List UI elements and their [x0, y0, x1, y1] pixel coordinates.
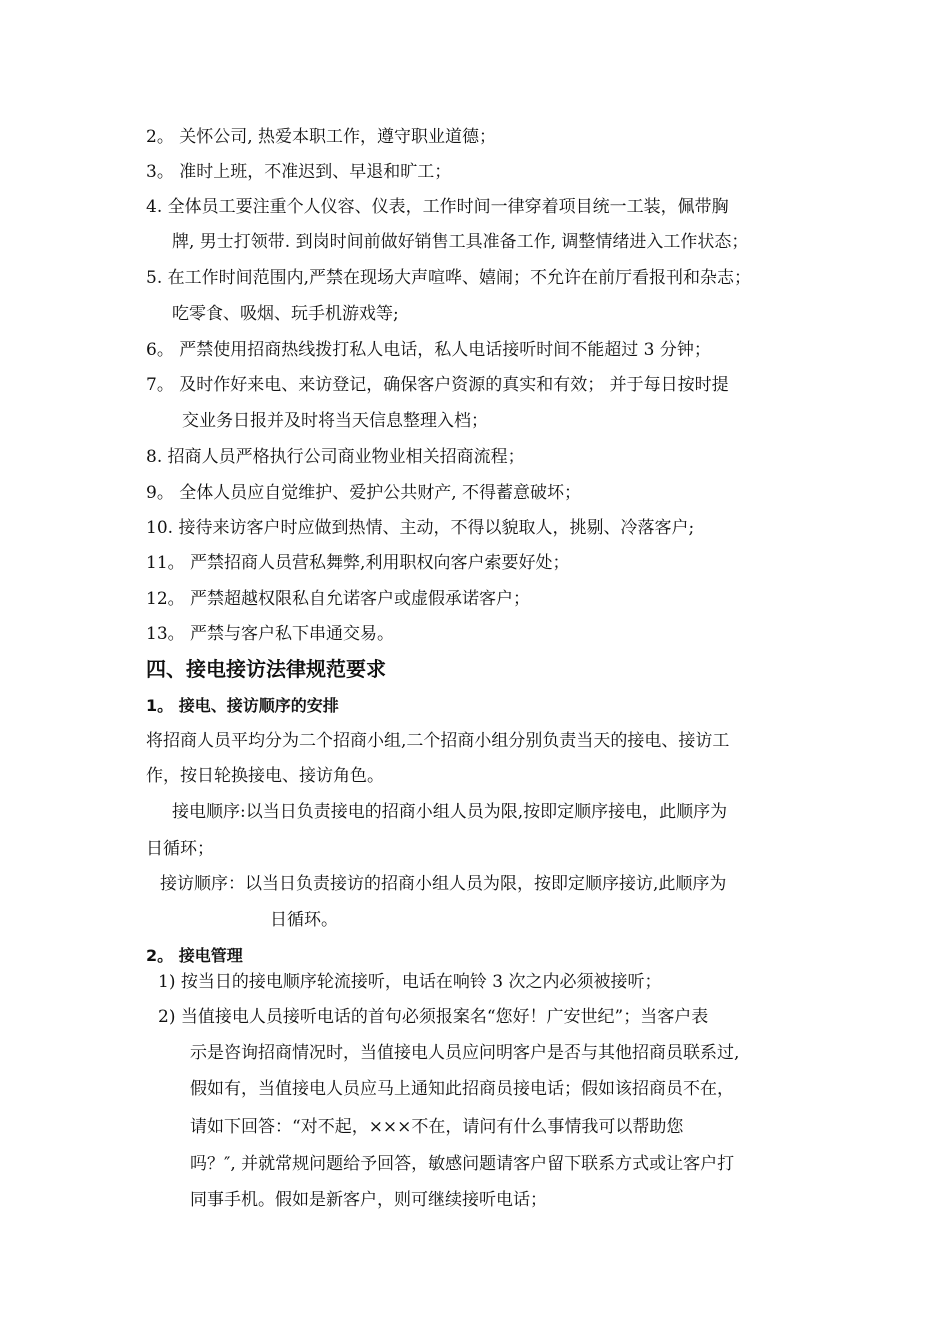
- item-2-line-4: 请如下回答：“对不起，×××不在，请问有什么事情我可以帮助您: [190, 1117, 684, 1137]
- paragraph-2-line-2: 日循环；: [146, 839, 214, 859]
- rule-5-line-2: 吃零食、吸烟、玩手机游戏等;: [172, 304, 399, 324]
- rule-3: 3。 准时上班，不准迟到、早退和旷工；: [146, 162, 452, 182]
- item-2-line-2: 示是咨询招商情况时，当值接电人员应问明客户是否与其他招商员联系过,: [190, 1043, 740, 1063]
- rule-13: 13。 严禁与客户私下串通交易。: [146, 624, 395, 644]
- paragraph-1-line-2: 作，按日轮换接电、接访角色。: [146, 766, 384, 786]
- paragraph-2-line-1: 接电顺序:以当日负责接电的招商小组人员为限,按即定顺序接电，此顺序为: [172, 802, 728, 822]
- rule-5-line-1: 5. 在工作时间范围内,严禁在现场大声喧哗、嬉闹；不允许在前厅看报刊和杂志；: [146, 268, 752, 288]
- rule-7-line-2: 交业务日报并及时将当天信息整理入档；: [182, 411, 488, 431]
- rule-2: 2。 关怀公司, 热爱本职工作，遵守职业道德；: [146, 127, 497, 147]
- item-1: 1) 按当日的接电顺序轮流接听，电话在响铃 3 次之内必须被接听；: [158, 972, 662, 992]
- rule-4-line-2: 牌, 男士打领带. 到岗时间前做好销售工具准备工作, 调整情绪进入工作状态；: [172, 232, 749, 252]
- section-4-heading: 四、接电接访法律规范要求: [146, 657, 386, 681]
- rule-6: 6。 严禁使用招商热线拨打私人电话，私人电话接听时间不能超过 3 分钟；: [146, 340, 711, 360]
- rule-9: 9。 全体人员应自觉维护、爱护公共财产, 不得蓄意破坏；: [146, 483, 582, 503]
- rule-4-line-1: 4. 全体员工要注重个人仪容、仪表，工作时间一律穿着项目统一工装，佩带胸: [146, 197, 729, 217]
- rule-7-line-1: 7。 及时作好来电、来访登记，确保客户资源的真实和有效； 并于每日按时提: [146, 375, 729, 395]
- paragraph-3-line-2: 日循环。: [270, 910, 338, 930]
- item-2-line-3: 假如有，当值接电人员应马上通知此招商员接电话；假如该招商员不在，: [190, 1079, 734, 1099]
- item-2-line-1: 2) 当值接电人员接听电话的首句必须报案名“您好！广安世纪”；当客户表: [158, 1007, 709, 1027]
- rule-11: 11。 严禁招商人员营私舞弊,利用职权向客户索要好处；: [146, 553, 570, 573]
- item-2-line-6: 同事手机。假如是新客户，则可继续接听电话；: [190, 1190, 547, 1210]
- subsection-2-heading: 2。 接电管理: [146, 946, 243, 965]
- subsection-1-heading: 1。 接电、接访顺序的安排: [146, 696, 339, 715]
- paragraph-3-line-1: 接访顺序：以当日负责接访的招商小组人员为限，按即定顺序接访,此顺序为: [160, 874, 727, 894]
- rule-12: 12。 严禁超越权限私自允诺客户或虚假承诺客户；: [146, 589, 531, 609]
- paragraph-1-line-1: 将招商人员平均分为二个招商小组,二个招商小组分别负责当天的接电、接访工: [146, 731, 730, 751]
- item-2-line-5: 吗？″, 并就常规问题给予回答，敏感问题请客户留下联系方式或让客户打: [190, 1154, 735, 1174]
- rule-8: 8. 招商人员严格执行公司商业物业相关招商流程；: [146, 447, 525, 467]
- rule-10: 10. 接待来访客户时应做到热情、主动，不得以貌取人，挑剔、冷落客户;: [146, 518, 695, 538]
